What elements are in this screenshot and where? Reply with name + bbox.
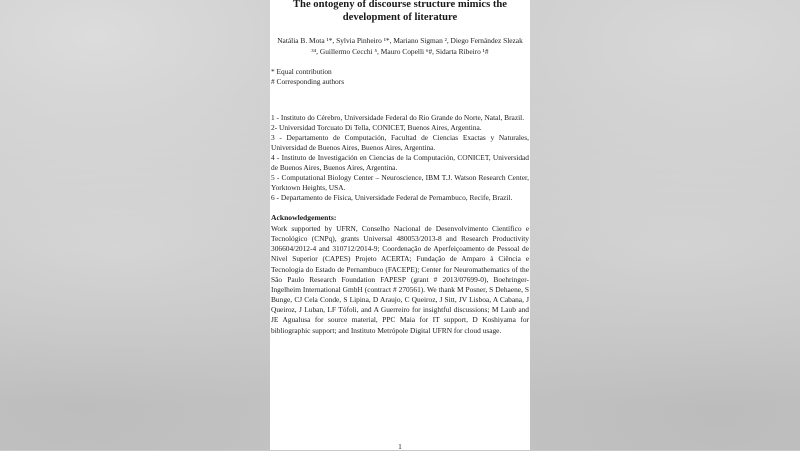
affiliation-1: 1 - Instituto do Cérebro, Universidade Federal do Rio Grande do Norte, Natal, Brazil. — [271, 113, 525, 122]
affiliation-2: 2- Universidad Torcuato Di Tella, CONICET, Buenos Aires, Argentina. — [271, 123, 482, 132]
authors-line-2: ³⁴, Guillermo Cecchi ⁵, Mauro Copelli ⁶#, Sidarta Ribeiro ¹# — [311, 47, 489, 56]
author-notes — [271, 67, 529, 87]
equal-contribution-note: * Equal contribution — [271, 67, 332, 76]
affiliations — [271, 113, 529, 203]
affiliation-6: 6 - Departamento de Física, Universidade Federal de Pernambuco, Recife, Brazil. — [271, 193, 513, 202]
affiliation-4: 4 - Instituto de Investigación en Ciencias de la Computación, CONICET, Universidad de Buenos Aires, Buenos Aires, Argentina. — [271, 153, 529, 172]
document-page — [270, 0, 530, 450]
affiliation-3: 3 - Departamento de Computación, Facultad de Ciencias Exactas y Naturales, Universidad de Buenos Aires, Buenos Aires, Argentina. — [271, 133, 529, 152]
corresponding-authors-note: # Corresponding authors — [271, 77, 345, 86]
acknowledgements-heading: Acknowledgements: — [271, 213, 337, 222]
author-list — [271, 35, 529, 57]
page-number: 1 — [398, 442, 402, 451]
affiliation-5: 5 - Computational Biology Center – Neuroscience, IBM T.J. Watson Research Center, Yorktown Heights, USA. — [271, 173, 529, 192]
authors-line-1: Natália B. Mota ¹*, Sylvia Pinheiro ¹*, Mariano Sigman ², Diego Fernández Slezak — [277, 36, 523, 45]
title-line-2: development of literature — [342, 12, 458, 23]
acknowledgements-text: Work supported by UFRN, Conselho Nacional de Desenvolvimento Científico e Tecnológico (CNPq), grants Universal 480053/2013-8 and Research Productivity 306604/2012-4 and 310712/2014-9; Coordenação de Aperfeiçoamento de Pessoal de Nível Superior (CAPES) Projeto ACERTA; Fundação de Amparo à Ciência e Tecnologia do Estado de Pernambuco (FACEPE); Center for Neuromathematics of the São Paulo Research Foundation FAPESP (grant # 2013/07699-0), Boehringer-Ingelheim International GmbH (contract # 270561). We thank M Posner, S Dehaene, S Bunge, CJ Cela Conde, S Lipina, D Araujo, C Queiroz, J Sitt, JV Lisboa, A Cabana, J Queiroz, J Luban, LF Tófoli, and A Guerreiro for insightful discussions; M Laub and JE Agualusa for source material, PPC Maia for IT support, D Koshiyama for bibliographic support; and Instituto Metrópole Digital UFRN for cloud usage. — [271, 224, 529, 335]
title-line-1: The ontogeny of discourse structure mimics the — [292, 0, 507, 10]
paper-title — [271, 0, 529, 24]
